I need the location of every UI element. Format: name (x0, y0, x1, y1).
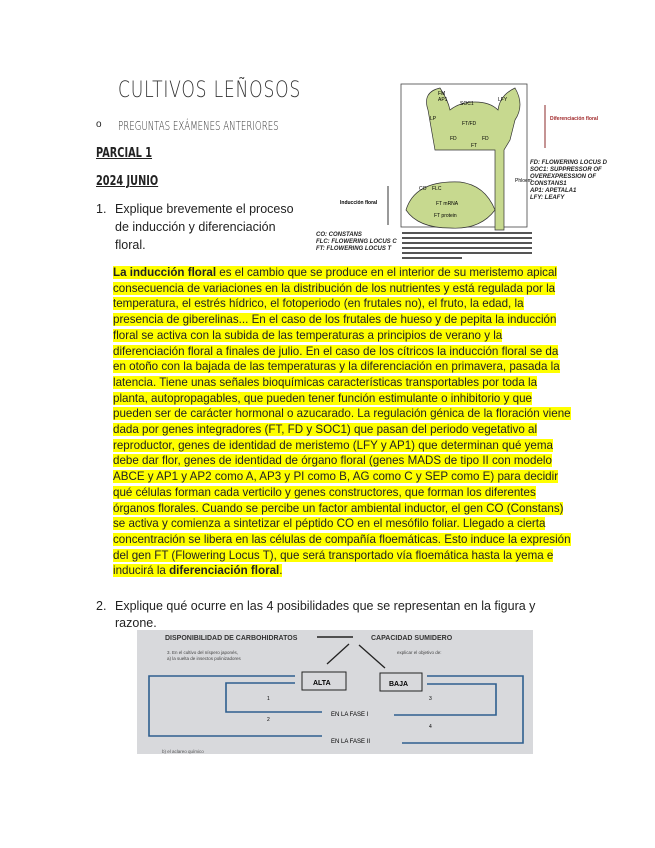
text-run: temperatura, el estrés hídrico, el fotoperiodo (en frutales no), el fruto, la edad, la (113, 297, 524, 311)
highlighted-text (113, 392, 532, 405)
highlighted-text (113, 376, 537, 389)
text-run: qué células forman cada verticilo y genes constructores, que forman los diferentes (113, 485, 536, 499)
highlighted-text (113, 502, 563, 515)
question-line: razone. (115, 616, 157, 630)
date-heading: 2024 JUNIO (96, 174, 159, 189)
legend-entry: LFY: LEAFY (530, 195, 565, 201)
highlighted-text (113, 533, 571, 546)
answer-line (113, 391, 583, 407)
text-run: del gen FT (Flowering Locus T), que será transportado vía floemática hasta la yema e (113, 548, 554, 562)
note: a) la suelta de insectos polinizadores (167, 656, 241, 661)
case-4: 4 (429, 724, 432, 730)
text-run: . (279, 564, 283, 578)
answer-line (113, 548, 583, 564)
question-number: 2. (96, 599, 107, 613)
text-run: es el cambio que se produce en el interior de su meristemo apical (216, 266, 557, 279)
text-run: latencia. Tiene unas señales bioquímicas características transportables por toda la (113, 375, 538, 389)
text-run: presencia de giberelinas... En el caso de los frutales de hueso y de pepita la inducción (113, 313, 557, 327)
legend-entry: FT: FLOWERING LOCUS T (316, 246, 392, 252)
text-run: dada por genes integradores (FT, FD y SOC1) que pasan del periodo vegetativo al (113, 423, 538, 437)
answer-line (113, 344, 583, 360)
text-run: ABCE y AP1 y AP2 como A, AP3 y PI como B, AG como C y SEP como E) para decidir (113, 470, 559, 484)
induction-label: Inducción floral (340, 200, 378, 206)
text-run: se activa y comienza a sintetizar el péptido CO en el mesófilo foliar. Llegado a cierta (113, 517, 546, 531)
answer-line (113, 438, 583, 454)
note: b) el aclareo químico (162, 749, 204, 754)
carbohydrate-sink-diagram (137, 630, 533, 754)
highlighted-text (113, 313, 556, 326)
answer-line (113, 485, 583, 501)
phase-2-label: EN LA FASE II (331, 739, 371, 745)
highlighted-text (113, 297, 524, 310)
answer-line (113, 532, 583, 548)
highlighted-text (113, 439, 553, 452)
soc1-label: SOC1 (460, 101, 474, 107)
ftfd-label: FT/FD (462, 121, 477, 127)
baja-box: BAJA (389, 681, 409, 688)
flc-label: FLC (432, 186, 442, 192)
answer-line (113, 312, 583, 328)
legend-entry: SOC1: SUPPRESSOR OF OVEREXPRESSION OF CONSTANS1 (530, 167, 602, 187)
highlighted-text (113, 454, 552, 467)
answer-line (113, 359, 583, 375)
text-run: órganos florales. Cuando se percibe un factor ambiental inductor, el gen CO (Constans) (113, 501, 564, 515)
legend-entry: CO: CONSTANS (316, 232, 362, 238)
page-title: CULTIVOS LEÑOSOS (118, 78, 302, 103)
text-run: planta, autopropagables, que pueden tener función estimulante o inhibitorio y que (113, 391, 532, 405)
case-3: 3 (429, 696, 432, 702)
note: explicar el objetivo de: (397, 650, 442, 655)
answer-line (113, 296, 583, 312)
text-run: diferenciación floral a finales de julio. En el caso de los cítricos la inducción floral se da (113, 344, 559, 358)
legend-entry: FD: FLOWERING LOCUS D (530, 160, 607, 166)
question-number: 1. (96, 202, 107, 216)
highlighted-text (113, 407, 571, 420)
highlighted-text (113, 360, 560, 373)
answer-paragraph (113, 265, 583, 579)
fd-label: FD (450, 136, 457, 142)
ftprotein-label: FT protein (434, 213, 457, 219)
sink-label: CAPACIDAD SUMIDERO (371, 635, 453, 642)
legend-entry: FLC: FLOWERING LOCUS C (316, 239, 397, 245)
fm-label: FM (438, 91, 446, 97)
highlighted-text (113, 486, 536, 499)
highlighted-text (113, 329, 502, 342)
differentiation-label: Diferenciación floral (550, 116, 599, 122)
answer-line (113, 406, 583, 422)
subtitle: PREGUNTAS EXÁMENES ANTERIORES (118, 119, 279, 133)
phloem-label: Phloem (515, 178, 532, 184)
lp-label: LP (430, 116, 437, 122)
phase-1-label: EN LA FASE I (331, 712, 369, 718)
text-run: pueden ser de carácter hormonal o azucarado. La regulación génica de la floración viene (113, 407, 571, 421)
fd-label: FD (482, 136, 489, 142)
text-run: consecuencia de variaciones en la distribución de los nutrientes y está regulada por la (113, 281, 556, 295)
highlighted-text (113, 517, 545, 530)
highlighted-text (113, 345, 558, 358)
text-run: concentración se libera en las células de compañía floemáticas. Esto induce la expresión (113, 532, 571, 546)
highlighted-text (113, 282, 555, 295)
highlighted-text (113, 564, 282, 577)
alta-box: ALTA (313, 680, 331, 687)
text-run: inducirá la (113, 564, 170, 578)
answer-line (113, 469, 583, 485)
bold-term: La inducción floral (113, 266, 217, 279)
text-run: debe dar flor, genes de identidad de órgano floral (genes MADS de tipo II con modelo (113, 454, 552, 468)
answer-line (113, 375, 583, 391)
text-run: floral se activa con la subida de las temperaturas a principios de verano y la (113, 328, 503, 342)
ft-label: FT (471, 143, 478, 149)
answer-line (113, 265, 583, 281)
answer-line (113, 422, 583, 438)
answer-line (113, 501, 583, 517)
highlighted-text (113, 549, 553, 562)
case-2: 2 (267, 717, 270, 723)
text-run: en otoño con la bajada de las temperaturas y la diferenciación en primavera, pasada la (113, 360, 560, 374)
answer-line (113, 563, 583, 579)
gene-legend-left (316, 232, 400, 253)
gene-legend-right (530, 160, 612, 202)
answer-line (113, 281, 583, 297)
text-run: reproductor, genes de identidad de meristemo (LFY y AP1) que determinan qué yema (113, 438, 553, 452)
highlighted-text (113, 470, 558, 483)
lfy-label: LFY (498, 97, 508, 103)
note: 3. En el cultivo del níspero japonés, (167, 650, 239, 655)
bold-term: diferenciación floral (169, 564, 280, 578)
answer-line (113, 516, 583, 532)
ftmrna-label: FT mRNA (436, 201, 459, 207)
answer-line (113, 453, 583, 469)
highlighted-text (113, 266, 557, 279)
question-line: floral. (115, 238, 146, 252)
co-label: CO (419, 186, 427, 192)
question-line: de inducción y diferenciación (115, 220, 276, 234)
carbohydrate-label: DISPONIBILIDAD DE CARBOHIDRATOS (165, 635, 298, 642)
legend-entry: AP1: APETALA1 (530, 188, 577, 194)
question-line: Explique qué ocurre en las 4 posibilidades que se representan en la figura y (115, 599, 536, 613)
bullet-marker: o (96, 119, 102, 130)
question-line: Explique brevemente el proceso (115, 202, 294, 216)
ap1-label: AP1 (438, 97, 448, 103)
case-1: 1 (267, 696, 270, 702)
highlighted-text (113, 423, 537, 436)
section-heading: PARCIAL 1 (96, 146, 153, 161)
answer-line (113, 328, 583, 344)
